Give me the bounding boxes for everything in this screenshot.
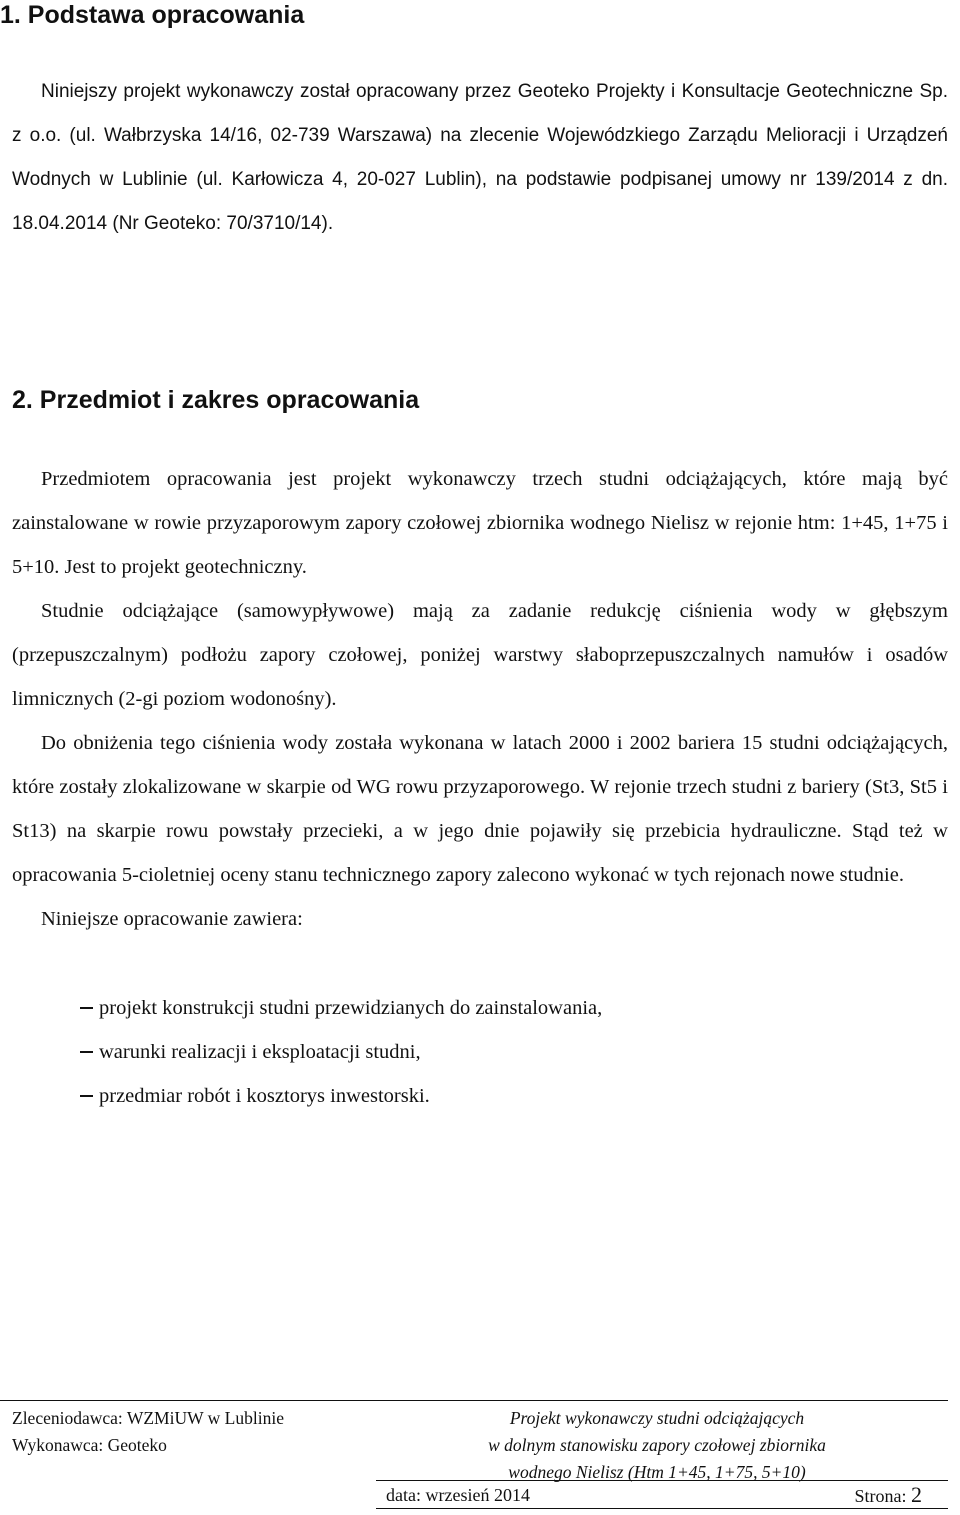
page-number-label: Strona: [854,1486,907,1506]
footer-contractor: Wykonawca: Geoteko [12,1435,167,1455]
page-number-value: 2 [911,1482,922,1507]
section-2-paragraph-3: Do obniżenia tego ciśnienia wody została wykonana w latach 2000 i 2002 bariera 15 studni odciążających, które zostały zlokalizowane w skarpie od WG rowu przyzaporowego. W rejonie trzech studni z bariery (St3, St5 i St13) na skarpie rowu powstały przecieki, a w jego dnie pojawiły się przebicia hydrauliczne. Stąd też w opracowania 5-cioletniej oceny stanu technicznego zapory zalecono wykonać w tych rejonach nowe studnie. [12,732,948,886]
dash-bullet-icon [80,1051,93,1053]
list-item [80,986,602,1030]
footer-divider [0,1400,948,1401]
footer-client: Zleceniodawca: WZMiUW w Lublinie [12,1408,284,1428]
footer-bottom-divider [376,1508,948,1509]
section-1-heading: 1. Podstawa opracowania [0,1,305,29]
section-2-paragraph-2: Studnie odciążające (samowypływowe) mają za zadanie redukcję ciśnienia wody w głębszym (przepuszczalnym) podłożu zapory czołowej, poniżej warstwy słaboprzepuszczalnych namułów i osadów limnicznych (2-gi poziom wodonośny). [12,600,948,710]
section-2-paragraph-4: Niniejsze opracowanie zawiera: [41,908,303,930]
footer-date: data: wrzesień 2014 [386,1485,530,1505]
list-item [80,1030,602,1074]
page-number [855,1482,923,1509]
scope-list [80,986,602,1118]
section-1-paragraph-text: Niniejszy projekt wykonawczy został opracowany przez Geoteko Projekty i Konsultacje Geotechniczne Sp. z o.o. (ul. Wałbrzyska 14/16, 02-739 Warszawa) na zlecenie Wojewódzkiego Zarządu Melioracji i Urządzeń Wodnych w Lublinie (ul. Karłowicza 4, 20-027 Lublin), na podstawie podpisanej umowy nr 139/2014 z dn. 18.04.2014 (Nr Geoteko: 70/3710/14). [12,81,948,234]
section-2-heading: 2. Przedmiot i zakres opracowania [12,386,420,414]
dash-bullet-icon [80,1007,93,1009]
list-item [80,1074,602,1118]
section-1-paragraph [12,70,948,246]
list-item-text: warunki realizacji i eksploatacji studni, [99,1041,421,1063]
list-item-text: przedmiar robót i kosztorys inwestorski. [99,1085,430,1107]
footer-project-line-3: wodnego Nielisz (Htm 1+45, 1+75, 5+10) [508,1462,806,1482]
section-2-paragraph-1: Przedmiotem opracowania jest projekt wykonawczy trzech studni odciążających, które mają być zainstalowane w rowie przyzaporowym zapory czołowej zbiornika wodnego Nielisz w rejonie htm: 1+45, 1+75 i 5+10. Jest to projekt geotechniczny. [12,468,948,578]
footer-project-title [376,1405,938,1486]
dash-bullet-icon [80,1095,93,1097]
footer-date-divider [376,1480,948,1481]
footer-project-line-1: Projekt wykonawczy studni odciążających [509,1408,805,1428]
footer-left [12,1405,284,1459]
list-item-text: projekt konstrukcji studni przewidzianych do zainstalowania, [99,997,603,1019]
section-2-body [12,457,948,941]
footer-project-line-2: w dolnym stanowisku zapory czołowej zbiornika [488,1435,826,1455]
